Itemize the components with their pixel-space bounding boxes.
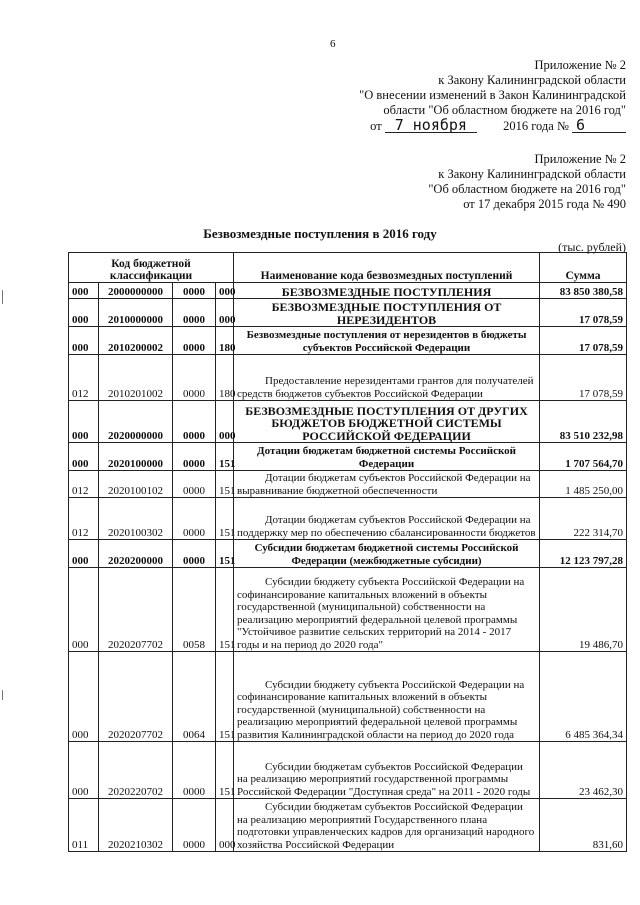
table-header-row xyxy=(69,253,627,283)
kosgu-code-cell: 151 xyxy=(216,540,234,568)
annex-line: "О внесении изменений в Закон Калининградской xyxy=(359,88,626,102)
name-cell: Предоставление нерезидентами грантов для получателей средств бюджетов субъектов Российской Федерации xyxy=(234,355,540,401)
table-row xyxy=(69,471,627,498)
name-cell: Дотации бюджетам субъектов Российской Федерации на поддержку мер по обеспечению сбалансированности бюджетов xyxy=(234,498,540,540)
year-text: 2016 года № xyxy=(503,119,569,133)
admin-code-cell: 000 xyxy=(69,299,99,327)
admin-code-cell: 012 xyxy=(69,355,99,401)
revenue-code-cell: 2020100302 xyxy=(99,498,173,540)
sum-cell: 19 486,70 xyxy=(540,568,627,652)
admin-code-cell: 000 xyxy=(69,540,99,568)
program-code-cell: 0000 xyxy=(173,283,216,299)
name-cell: Субсидии бюджетам бюджетной системы Российской Федерации (межбюджетные субсидии) xyxy=(234,540,540,568)
sum-cell: 17 078,59 xyxy=(540,327,627,355)
annex-line: области "Об областном бюджете на 2016 год" xyxy=(383,103,626,117)
revenue-code-cell: 2020100102 xyxy=(99,471,173,498)
revenue-code-cell: 2020220702 xyxy=(99,742,173,799)
annex-line: "Об областном бюджете на 2016 год" xyxy=(428,182,626,196)
header-code: Код бюджетной классификации xyxy=(69,253,234,283)
name-cell: Субсидии бюджетам субъектов Российской Федерации на реализацию мероприятий Государственного плана подготовки управленческих кадров для организаций народного хозяйства Российской Федерации xyxy=(234,799,540,852)
table-row xyxy=(69,283,627,299)
scan-mark xyxy=(2,290,3,304)
program-code-cell: 0000 xyxy=(173,443,216,471)
table-row xyxy=(69,540,627,568)
table-row xyxy=(69,498,627,540)
sum-cell: 222 314,70 xyxy=(540,498,627,540)
sum-cell: 6 485 364,34 xyxy=(540,652,627,742)
kosgu-code-cell: 000 xyxy=(216,283,234,299)
admin-code-cell: 000 xyxy=(69,401,99,443)
revenue-code-cell: 2000000000 xyxy=(99,283,173,299)
name-cell: БЕЗВОЗМЕЗДНЫЕ ПОСТУПЛЕНИЯ ОТ ДРУГИХ БЮДЖЕТОВ БЮДЖЕТНОЙ СИСТЕМЫ РОССИЙСКОЙ ФЕДЕРАЦИИ xyxy=(234,401,540,443)
program-code-cell: 0000 xyxy=(173,799,216,852)
revenue-code-cell: 2010200002 xyxy=(99,327,173,355)
scan-mark xyxy=(2,690,3,700)
kosgu-code-cell: 000 xyxy=(216,299,234,327)
admin-code-cell: 000 xyxy=(69,443,99,471)
program-code-cell: 0000 xyxy=(173,299,216,327)
annex-date-line xyxy=(359,118,626,134)
kosgu-code-cell: 000 xyxy=(216,799,234,852)
program-code-cell: 0000 xyxy=(173,327,216,355)
table-row xyxy=(69,299,627,327)
kosgu-code-cell: 151 xyxy=(216,568,234,652)
name-cell: БЕЗВОЗМЕЗДНЫЕ ПОСТУПЛЕНИЯ ОТ НЕРЕЗИДЕНТОВ xyxy=(234,299,540,327)
kosgu-code-cell: 180 xyxy=(216,355,234,401)
document-title: Безвозмездные поступления в 2016 году xyxy=(203,226,437,241)
program-code-cell: 0000 xyxy=(173,540,216,568)
revenue-table xyxy=(68,252,627,852)
header-sum: Сумма xyxy=(540,253,627,283)
admin-code-cell: 012 xyxy=(69,471,99,498)
program-code-cell: 0064 xyxy=(173,652,216,742)
sum-cell: 1 707 564,70 xyxy=(540,443,627,471)
sum-cell: 1 485 250,00 xyxy=(540,471,627,498)
revenue-code-cell: 2010000000 xyxy=(99,299,173,327)
program-code-cell: 0058 xyxy=(173,568,216,652)
table-row xyxy=(69,327,627,355)
program-code-cell: 0000 xyxy=(173,471,216,498)
table-row xyxy=(69,742,627,799)
kosgu-code-cell: 151 xyxy=(216,742,234,799)
table-row xyxy=(69,799,627,852)
admin-code-cell: 000 xyxy=(69,568,99,652)
sum-cell: 83 850 380,58 xyxy=(540,283,627,299)
table-row xyxy=(69,401,627,443)
revenue-code-cell: 2020207702 xyxy=(99,652,173,742)
sum-cell: 12 123 797,28 xyxy=(540,540,627,568)
table-row xyxy=(69,355,627,401)
sum-cell: 83 510 232,98 xyxy=(540,401,627,443)
sum-cell: 17 078,59 xyxy=(540,355,627,401)
kosgu-code-cell: 151 xyxy=(216,498,234,540)
annex-line: к Закону Калининградской области xyxy=(438,73,626,87)
handwritten-number: 6 xyxy=(572,118,626,133)
base-annex-header xyxy=(428,152,626,212)
program-code-cell: 0000 xyxy=(173,401,216,443)
page-number: 6 xyxy=(330,38,336,50)
name-cell: Безвозмездные поступления от нерезидентов в бюджеты субъектов Российской Федерации xyxy=(234,327,540,355)
sum-cell: 831,60 xyxy=(540,799,627,852)
handwritten-date: 7 ноября xyxy=(385,118,477,133)
sum-cell: 23 462,30 xyxy=(540,742,627,799)
admin-code-cell: 000 xyxy=(69,652,99,742)
revenue-code-cell: 2020210302 xyxy=(99,799,173,852)
table-row xyxy=(69,652,627,742)
kosgu-code-cell: 180 xyxy=(216,327,234,355)
name-cell: Субсидии бюджету субъекта Российской Федерации на софинансирование капитальных вложений в объекты государственной (муниципальной) собственности на реализацию мероприятий федеральной целевой программы развития Калининградской области на период до 2020 года xyxy=(234,652,540,742)
annex-line: Приложение № 2 xyxy=(534,58,626,72)
admin-code-cell: 011 xyxy=(69,799,99,852)
name-cell: БЕЗВОЗМЕЗДНЫЕ ПОСТУПЛЕНИЯ xyxy=(234,283,540,299)
revenue-code-cell: 2020200000 xyxy=(99,540,173,568)
kosgu-code-cell: 151 xyxy=(216,652,234,742)
units-label: (тыс. рублей) xyxy=(558,240,626,254)
table-row xyxy=(69,568,627,652)
kosgu-code-cell: 151 xyxy=(216,443,234,471)
admin-code-cell: 000 xyxy=(69,283,99,299)
program-code-cell: 0000 xyxy=(173,742,216,799)
kosgu-code-cell: 151 xyxy=(216,471,234,498)
revenue-code-cell: 2020207702 xyxy=(99,568,173,652)
header-name: Наименование кода безвозмездных поступлений xyxy=(234,253,540,283)
kosgu-code-cell: 000 xyxy=(216,401,234,443)
admin-code-cell: 012 xyxy=(69,498,99,540)
name-cell: Дотации бюджетам субъектов Российской Федерации на выравнивание бюджетной обеспеченности xyxy=(234,471,540,498)
annex-line: от 17 декабря 2015 года № 490 xyxy=(463,197,626,211)
date-prefix: от xyxy=(370,119,382,133)
admin-code-cell: 000 xyxy=(69,327,99,355)
annex-line: Приложение № 2 xyxy=(534,152,626,166)
amendment-annex-header xyxy=(359,58,626,134)
name-cell: Дотации бюджетам бюджетной системы Российской Федерации xyxy=(234,443,540,471)
sum-cell: 17 078,59 xyxy=(540,299,627,327)
admin-code-cell: 000 xyxy=(69,742,99,799)
annex-line: к Закону Калининградской области xyxy=(438,167,626,181)
revenue-code-cell: 2010201002 xyxy=(99,355,173,401)
revenue-code-cell: 2020000000 xyxy=(99,401,173,443)
name-cell: Субсидии бюджету субъекта Российской Федерации на софинансирование капитальных вложений в объекты государственной (муниципальной) собственности на реализацию мероприятий федеральной целевой программы "Устойчивое развитие сельских территорий на 2014 - 2017 годы и на период до 2020 года" xyxy=(234,568,540,652)
program-code-cell: 0000 xyxy=(173,355,216,401)
table-row xyxy=(69,443,627,471)
program-code-cell: 0000 xyxy=(173,498,216,540)
name-cell: Субсидии бюджетам субъектов Российской Федерации на реализацию мероприятий государственной программы Российской Федерации "Доступная среда" на 2011 - 2020 годы xyxy=(234,742,540,799)
revenue-code-cell: 2020100000 xyxy=(99,443,173,471)
